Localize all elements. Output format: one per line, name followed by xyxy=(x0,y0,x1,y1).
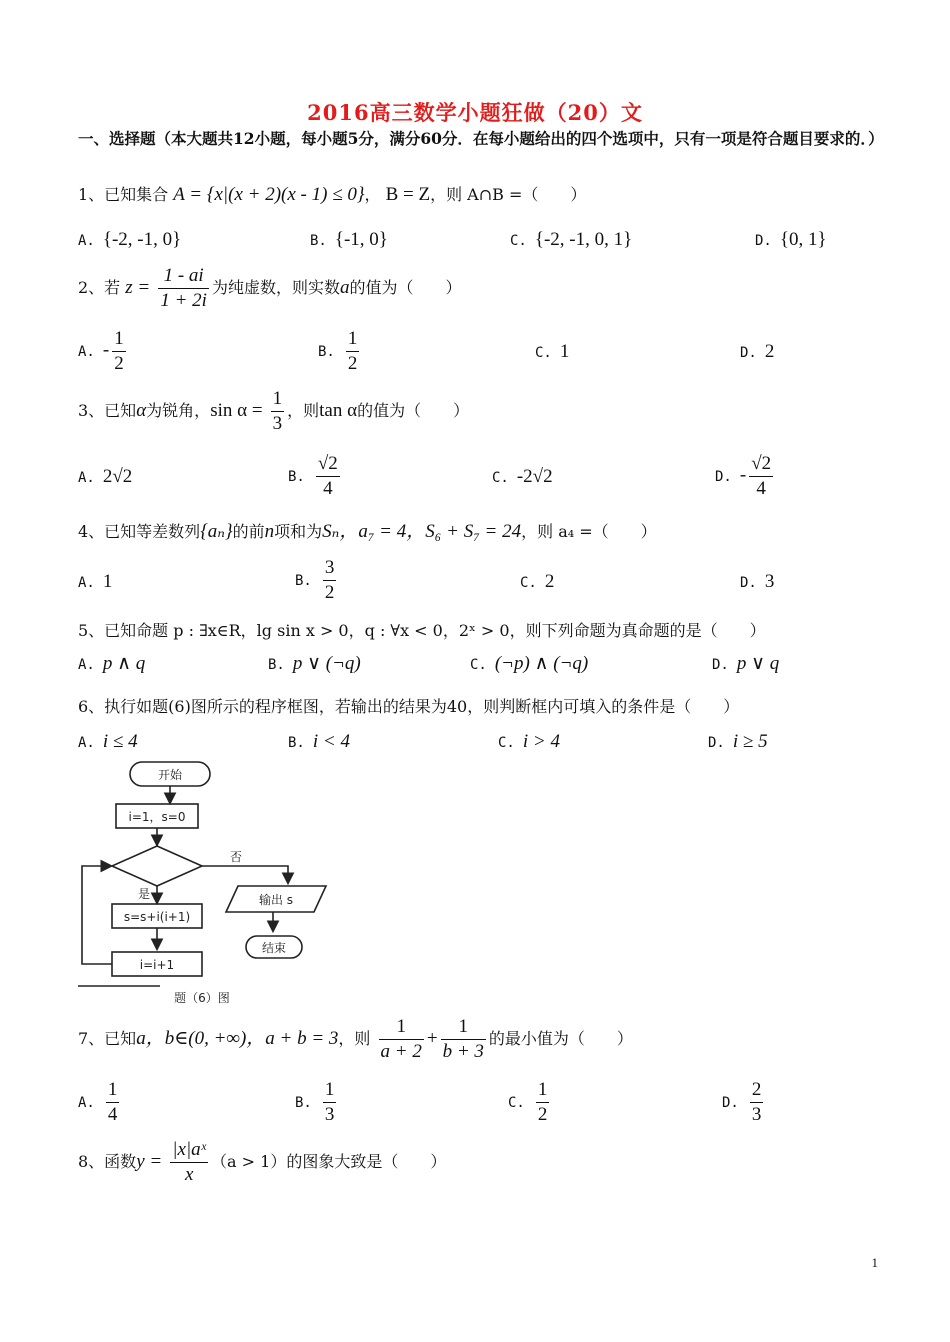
q3-option-a[interactable]: A. 2√2 xyxy=(78,466,133,487)
q2-end: 的值为（ ） xyxy=(349,278,462,297)
q7-plus: + xyxy=(426,1028,438,1049)
q4-cond1: ，a₇ = 4， xyxy=(339,521,426,542)
q1-math-b: B = Z xyxy=(385,184,431,205)
q1-prefix: 1、已知集合 xyxy=(78,185,169,204)
q4-option-b[interactable]: B. $\frac{3}{2}$ xyxy=(295,557,335,603)
q4-sn: Sₙ xyxy=(322,521,340,542)
question-1 xyxy=(78,182,586,206)
question-3 xyxy=(78,387,469,436)
question-2 xyxy=(78,264,461,313)
flowchart-start-label: 开始 xyxy=(157,768,183,782)
q2-suffix: 为纯虚数，则实数 xyxy=(211,278,340,297)
question-5: 5、已知命题 p : ∃x∈R，lg sin x > 0，q : ∀x < 0，2ˣ > 0，则下列命题为真命题的是（ ） xyxy=(78,621,766,640)
q2-option-d[interactable]: D. 2 xyxy=(740,341,775,362)
q7-math: a，b∈(0, +∞)，a + b = 3 xyxy=(136,1028,339,1049)
q4-n: n xyxy=(264,521,275,542)
q4-option-c[interactable]: C. 2 xyxy=(520,571,555,592)
q5-option-a[interactable]: A. p ∧ q xyxy=(78,653,146,674)
q7-fraction-2: $\frac{1}{b + 3}$ xyxy=(442,1016,484,1062)
q6-option-b[interactable]: B. i < 4 xyxy=(288,731,350,752)
q7-option-d[interactable]: D. $\frac{2}{3}$ xyxy=(722,1079,762,1125)
q3-prefix: 3、已知 xyxy=(78,401,137,420)
flowchart-update-i-label: i=i+1 xyxy=(139,958,175,972)
q7-prefix: 7、已知 xyxy=(78,1029,137,1048)
q1-option-d[interactable]: D. {0, 1} xyxy=(755,229,827,250)
q3-mid: 为锐角， xyxy=(146,401,211,420)
q4-option-d[interactable]: D. 3 xyxy=(740,571,775,592)
q2-option-a[interactable]: A. - $\frac{1}{2}$ xyxy=(78,328,124,374)
q1-option-c[interactable]: C. {-2, -1, 0, 1} xyxy=(510,229,633,250)
q3-tan: tan α xyxy=(319,400,358,421)
q3-option-b[interactable]: B. $\frac{√2}{4}$ xyxy=(288,453,338,499)
page-number: 1 xyxy=(871,1255,878,1270)
q5-option-b[interactable]: B. p ∨ (¬q) xyxy=(268,653,361,674)
flowchart-no-label: 否 xyxy=(229,850,243,864)
q7-option-b[interactable]: B. $\frac{1}{3}$ xyxy=(295,1079,335,1125)
q4-mid: 的前 xyxy=(232,522,265,541)
flowchart-yes-label: 是 xyxy=(137,887,151,901)
q8-fraction: $\frac{\text{|x|aˣ}}{x}$ xyxy=(172,1139,207,1185)
q3-var: α xyxy=(136,400,147,421)
q2-prefix: 2、若 xyxy=(78,278,121,297)
q2-lhs: z = xyxy=(125,277,151,298)
flowchart-caption: 题（6）图 xyxy=(174,991,230,1005)
q6-option-d[interactable]: D. i ≥ 5 xyxy=(708,731,768,752)
q7-option-a[interactable]: A. $\frac{1}{4}$ xyxy=(78,1079,118,1125)
q7-then: ，则 xyxy=(338,1029,371,1048)
flowchart-update-s-label: s=s+i(i+1) xyxy=(123,910,191,924)
q1-mid: ， xyxy=(364,185,381,204)
q2-option-b[interactable]: B. $\frac{1}{2}$ xyxy=(318,328,358,374)
q6-option-a[interactable]: A. i ≤ 4 xyxy=(78,731,138,752)
q5-option-d[interactable]: D. p ∨ q xyxy=(712,653,780,674)
q4-option-a[interactable]: A. 1 xyxy=(78,571,113,592)
q1-option-b[interactable]: B. {-1, 0} xyxy=(310,229,388,250)
question-6: 6、执行如题(6)图所示的程序框图，若输出的结果为40，则判断框内可填入的条件是（ ） xyxy=(78,697,740,716)
q8-prefix: 8、函数 xyxy=(78,1152,137,1171)
question-4 xyxy=(78,516,657,543)
q3-option-c[interactable]: C. -2√2 xyxy=(492,466,553,487)
q1-math-a: A = {x|(x + 2)(x - 1) ≤ 0} xyxy=(173,184,365,205)
q2-fraction: $\frac{1 - ai}{1 + 2i}$ xyxy=(160,265,207,311)
page-title: 2016高三数学小题狂做（20）文 xyxy=(307,100,643,125)
question-7 xyxy=(78,1015,633,1064)
q1-option-a[interactable]: A. {-2, -1, 0} xyxy=(78,229,182,250)
q3-comma: ，则 xyxy=(287,401,320,420)
q7-fraction-1: $\frac{1}{a + 2}$ xyxy=(380,1016,422,1062)
question-8 xyxy=(78,1138,446,1187)
q2-option-c[interactable]: C. 1 xyxy=(535,341,570,362)
q6-option-c[interactable]: C. i > 4 xyxy=(498,731,560,752)
q4-mid2: 项和为 xyxy=(274,522,323,541)
flowchart-end-label: 结束 xyxy=(261,941,287,955)
q4-cond2: S₆ + S₇ = 24 xyxy=(425,521,522,542)
q8-end: （a > 1）的图象大致是（ ） xyxy=(211,1152,447,1171)
q3-fraction: $\frac{1}{3}$ xyxy=(272,388,283,434)
q5-option-c[interactable]: C. (¬p) ∧ (¬q) xyxy=(470,653,589,674)
q2-var: a xyxy=(339,277,350,298)
q1-suffix: ，则 A∩B =（ ） xyxy=(430,185,587,204)
q4-end: ，则 a₄ =（ ） xyxy=(521,522,657,541)
q3-lhs: sin α = xyxy=(210,400,263,421)
q7-option-c[interactable]: C. $\frac{1}{2}$ xyxy=(508,1079,548,1125)
flowchart-diagram xyxy=(78,758,338,1008)
q3-end: 的值为（ ） xyxy=(357,401,470,420)
flowchart-decision xyxy=(112,846,202,886)
flowchart-output-label: 输出 s xyxy=(258,893,294,907)
section-header: 一、选择题（本大题共12小题，每小题5分，满分60分．在每小题给出的四个选项中，只有一项是符合题目要求的．） xyxy=(78,129,884,148)
flowchart-init-label: i=1，s=0 xyxy=(128,810,186,824)
q3-option-d[interactable]: D. - $\frac{√2}{4}$ xyxy=(715,453,772,499)
q4-prefix: 4、已知等差数列 xyxy=(78,522,201,541)
q8-lhs: y = xyxy=(136,1151,163,1172)
q7-end: 的最小值为（ ） xyxy=(488,1029,633,1048)
q4-seq: {aₙ} xyxy=(200,521,233,542)
